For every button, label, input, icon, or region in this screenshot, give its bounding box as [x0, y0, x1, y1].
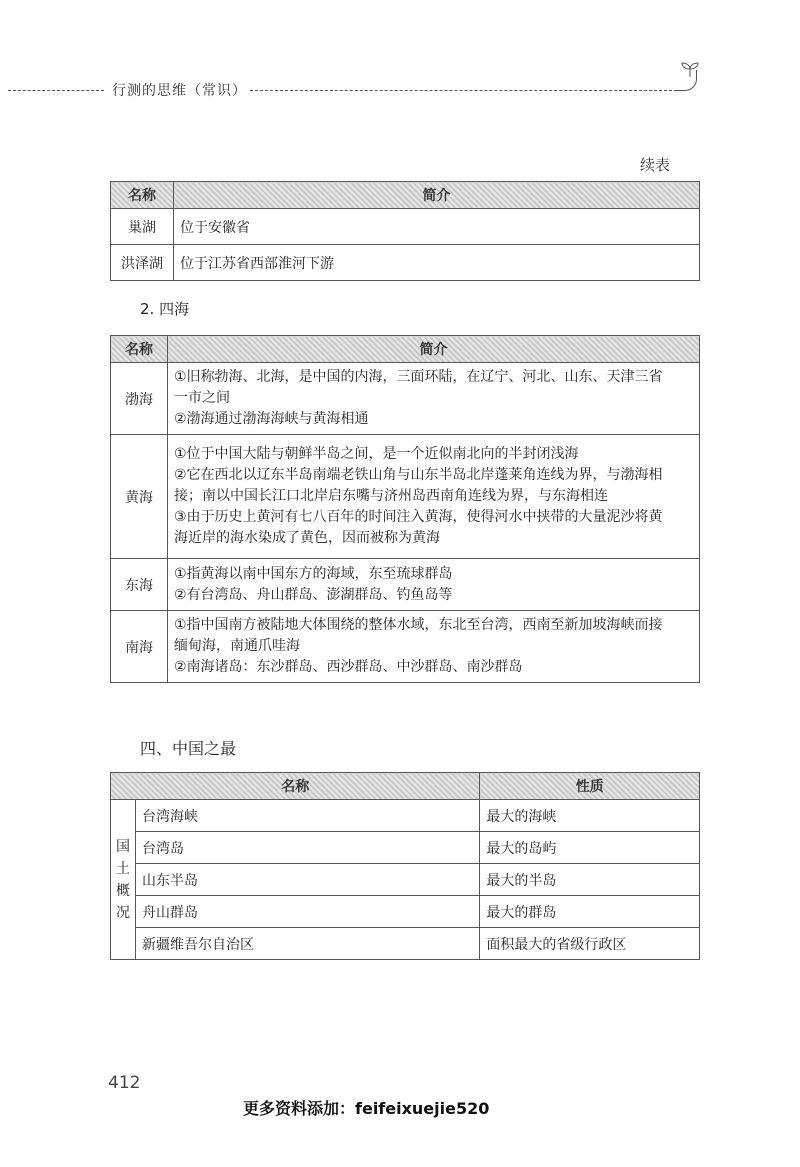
lake-name: 巢湖	[111, 209, 174, 245]
column-header-name: 名称	[111, 182, 174, 209]
page-number: 412	[108, 1073, 141, 1093]
section-title-china-best: 四、中国之最	[140, 739, 237, 758]
desc-line: ①旧称勃海、北海，是中国的内海，三面环陆，在辽宁、河北、山东、天津三省	[174, 369, 663, 385]
table-header-row	[111, 182, 700, 209]
lake-desc: 位于江苏省西部淮河下游	[174, 245, 700, 281]
header-rule-left	[8, 90, 104, 91]
table-header-row	[111, 773, 700, 800]
footer-promo-text: 更多资料添加：feifeixuejie520	[243, 1099, 490, 1118]
header-rule-right	[250, 90, 682, 91]
column-header-name: 名称	[111, 336, 168, 363]
table-row	[111, 864, 700, 896]
best-name: 新疆维吾尔自治区	[136, 928, 480, 960]
continued-label: 续表	[640, 156, 671, 174]
running-header-title: 行测的思维（常识）	[112, 83, 247, 99]
desc-line: ②渤海通过渤海海峡与黄海相通	[174, 411, 369, 427]
category-char: 况	[116, 904, 130, 921]
china-best-table	[110, 772, 700, 960]
column-header-nature: 性质	[480, 773, 700, 800]
desc-line: 海近岸的海水染成了黄色，因而被称为黄海	[174, 530, 440, 546]
table-header-row	[111, 336, 700, 363]
sea-name: 南海	[111, 611, 168, 683]
best-nature: 最大的群岛	[480, 896, 700, 928]
desc-line: ②它在西北以辽东半岛南端老铁山角与山东半岛北岸蓬莱角连线为界，与渤海相	[174, 467, 663, 483]
table-row	[111, 363, 700, 435]
table-row	[111, 832, 700, 864]
table-row	[111, 896, 700, 928]
table-row	[111, 559, 700, 611]
seas-table	[110, 335, 700, 683]
desc-line: ②南海诸岛：东沙群岛、西沙群岛、中沙群岛、南沙群岛	[174, 659, 523, 675]
table-row	[111, 435, 700, 559]
table-row	[111, 245, 700, 281]
lakes-table	[110, 181, 700, 281]
section-title-seas: 2. 四海	[140, 300, 190, 318]
best-name: 台湾岛	[136, 832, 480, 864]
desc-line: ②有台湾岛、舟山群岛、澎湖群岛、钓鱼岛等	[174, 586, 453, 603]
sea-desc	[168, 559, 700, 611]
sea-name: 东海	[111, 559, 168, 611]
category-char: 概	[116, 882, 130, 899]
best-name: 山东半岛	[136, 864, 480, 896]
desc-line: ①位于中国大陆与朝鲜半岛之间，是一个近似南北向的半封闭浅海	[174, 446, 579, 462]
best-nature: 最大的岛屿	[480, 832, 700, 864]
desc-line: ①指黄海以南中国东方的海域，东至琉球群岛	[174, 565, 453, 582]
sprout-icon	[678, 60, 702, 78]
column-header-name: 名称	[111, 773, 480, 800]
category-char: 土	[116, 860, 130, 877]
sea-name: 黄海	[111, 435, 168, 559]
table-row	[111, 611, 700, 683]
lake-name: 洪泽湖	[111, 245, 174, 281]
category-char: 国	[116, 838, 130, 855]
best-nature: 面积最大的省级行政区	[480, 928, 700, 960]
table-row	[111, 928, 700, 960]
best-name: 舟山群岛	[136, 896, 480, 928]
category-cell	[111, 800, 136, 960]
desc-line: ①指中国南方被陆地大体围绕的整体水域，东北至台湾，西南至新加坡海峡而接	[174, 617, 663, 633]
desc-line: ③由于历史上黄河有七八百年的时间注入黄海，使得河水中挟带的大量泥沙将黄	[174, 509, 663, 525]
column-header-intro: 简介	[168, 336, 700, 363]
sea-desc	[168, 611, 700, 683]
lake-desc: 位于安徽省	[174, 209, 700, 245]
table-row	[111, 800, 700, 832]
table-row	[111, 209, 700, 245]
desc-line: 缅甸海，南通爪哇海	[174, 638, 300, 654]
best-nature: 最大的海峡	[480, 800, 700, 832]
best-name: 台湾海峡	[136, 800, 480, 832]
best-nature: 最大的半岛	[480, 864, 700, 896]
desc-line: 一市之间	[174, 390, 230, 406]
sea-name: 渤海	[111, 363, 168, 435]
column-header-intro: 简介	[174, 182, 700, 209]
desc-line: 接；南以中国长江口北岸启东嘴与济州岛西南角连线为界，与东海相连	[174, 488, 608, 504]
sea-desc	[168, 363, 700, 435]
sea-desc	[168, 435, 700, 559]
